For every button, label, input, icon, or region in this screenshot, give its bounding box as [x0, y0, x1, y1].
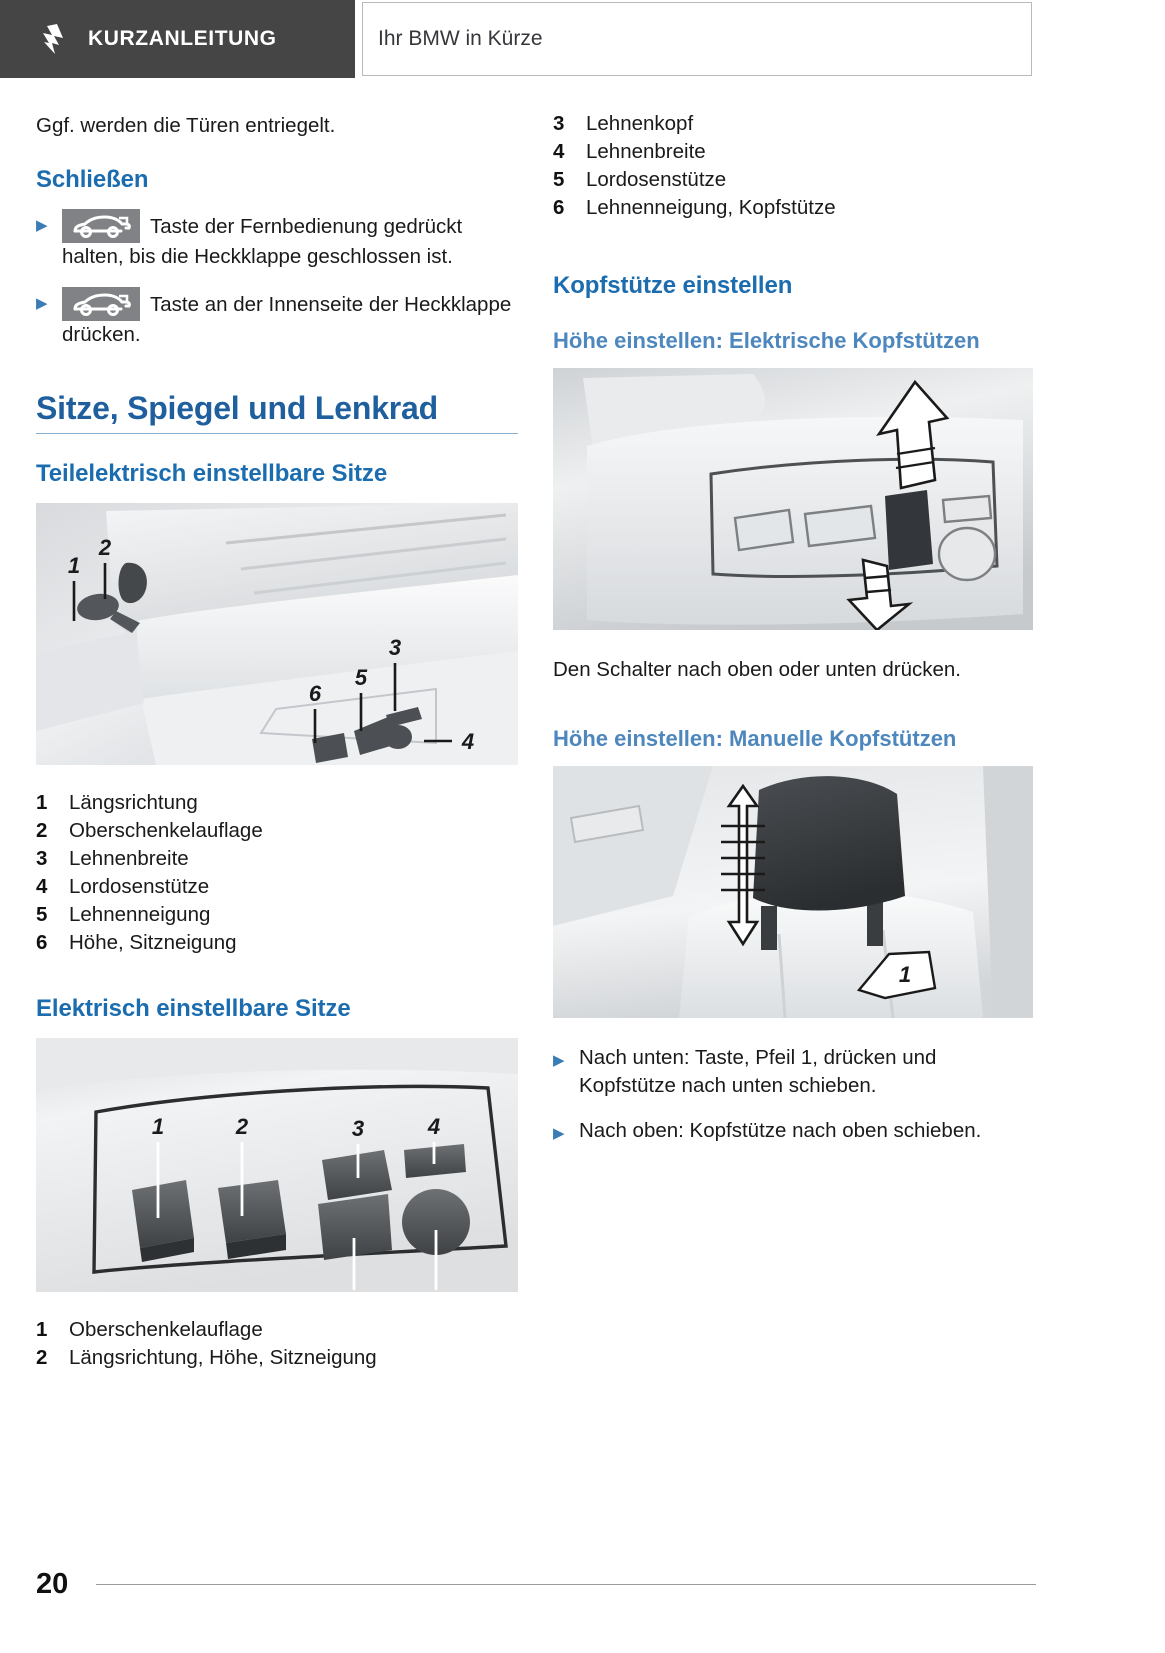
svg-text:3: 3 [351, 1116, 365, 1142]
list-item [36, 903, 518, 927]
manual-headrest-photo [553, 766, 1033, 1018]
legend-label: Lordosenstütze [69, 875, 210, 899]
chapter-tab [0, 0, 355, 78]
list-item [553, 140, 1033, 164]
electric-seat-controls-photo [36, 1038, 518, 1292]
bullet-text: Taste der Fernbedienung gedrückt halten, bis die Heckklappe geschlossen ist. [62, 215, 463, 269]
schliessen-bullet-list [36, 209, 518, 350]
heading-headrest-adjust: Kopfstütze einstellen [553, 272, 793, 299]
list-item [553, 168, 1033, 192]
list-item [36, 1318, 518, 1342]
partial-electric-legend-list [36, 791, 518, 955]
legend-label: Lehnenbreite [69, 847, 189, 871]
list-item [36, 791, 518, 815]
list-item [553, 112, 1033, 136]
page-title-box [362, 2, 1032, 76]
legend-label: Lehnenneigung [69, 903, 211, 927]
list-item [553, 1117, 1033, 1145]
legend-number: 5 [553, 168, 565, 191]
electric-legend-list [36, 1318, 518, 1370]
triangle-bullet-icon: ▶ [36, 295, 48, 313]
page-title: Ihr BMW in Kürze [378, 27, 543, 50]
legend-number: 6 [36, 931, 48, 955]
list-item [553, 1044, 1033, 1101]
list-item [553, 196, 1033, 220]
legend-label: Längsrichtung, Höhe, Sitzneigung [69, 1346, 377, 1370]
svg-text:1: 1 [898, 962, 912, 988]
tailgate-key-button-icon [62, 209, 140, 243]
heading-electric-headrest-height: Höhe einstellen: Elektrische Kopfstützen [553, 327, 980, 353]
list-item [36, 875, 518, 899]
intro-text: Ggf. werden die Türen entriegelt. [36, 114, 336, 137]
svg-text:1: 1 [151, 1114, 165, 1140]
heading-schliessen: Schließen [36, 166, 149, 194]
heading-manual-headrest-height: Höhe einstellen: Manuelle Kopfstützen [553, 725, 957, 751]
svg-text:4: 4 [427, 1114, 441, 1140]
left-column [36, 112, 518, 1374]
legend-label: Oberschenkelauflage [69, 1318, 263, 1342]
legend-number: 6 [553, 196, 565, 219]
heading-partial-electric-seats: Teilelektrisch einstellbare Sitze [36, 460, 388, 488]
partial-electric-seat-photo [36, 503, 518, 765]
bullet-text: Nach unten: Taste, Pfeil 1, drücken und Kopfstütze nach unten schieben. [579, 1046, 937, 1098]
page-number: 20 [36, 1568, 69, 1600]
legend-number: 3 [553, 112, 565, 135]
triangle-bullet-icon: ▶ [553, 1124, 565, 1142]
right-column [553, 112, 1033, 1161]
section-heading: Sitze, Spiegel und Lenkrad [36, 389, 438, 426]
triangle-bullet-icon: ▶ [36, 217, 48, 235]
legend-number: 2 [36, 819, 48, 843]
legend-number: 1 [36, 791, 48, 815]
list-item [36, 931, 518, 955]
bolt-icon [40, 24, 66, 54]
svg-text:2: 2 [235, 1114, 249, 1140]
bullet-body [62, 209, 518, 271]
svg-text:6: 6 [308, 681, 322, 707]
list-item [36, 819, 518, 843]
list-item [36, 847, 518, 871]
bullet-text: Taste an der Innenseite der Heckklappe drücken. [62, 293, 512, 347]
svg-text:5: 5 [354, 665, 368, 691]
section-heading-rule [36, 433, 518, 434]
legend-label: Höhe, Sitzneigung [69, 931, 237, 955]
svg-text:4: 4 [461, 729, 475, 755]
bullet-text: Nach oben: Kopfstütze nach oben schieben. [579, 1118, 982, 1142]
list-item [36, 1346, 518, 1370]
legend-number: 4 [553, 140, 565, 163]
legend-label: Oberschenkelauflage [69, 819, 263, 843]
electric-headrest-caption: Den Schalter nach oben oder unten drücken. [553, 658, 961, 682]
heading-electric-seats: Elektrisch einstellbare Sitze [36, 995, 351, 1023]
legend-number: 5 [36, 903, 48, 927]
legend-label: Lehnenkopf [586, 112, 694, 135]
legend-label: Lehnenneigung, Kopfstütze [586, 196, 836, 219]
legend-number: 2 [36, 1346, 48, 1370]
chapter-tab-label: KURZANLEITUNG [88, 27, 277, 50]
manual-headrest-bullet-list [553, 1044, 1033, 1145]
tailgate-inner-button-icon [62, 287, 140, 321]
triangle-bullet-icon: ▶ [553, 1052, 565, 1070]
svg-text:3: 3 [388, 635, 402, 661]
electric-headrest-switch-photo [553, 368, 1033, 630]
svg-text:1: 1 [67, 553, 81, 579]
legend-number: 3 [36, 847, 48, 871]
legend-label: Längsrichtung [69, 791, 198, 815]
legend-number: 4 [36, 875, 48, 899]
list-item [36, 287, 518, 349]
page-header [0, 0, 1165, 78]
legend-label: Lehnenbreite [586, 140, 706, 163]
bullet-body [62, 287, 518, 349]
legend-number: 1 [36, 1318, 48, 1342]
page-footer [36, 1568, 1036, 1601]
legend-label: Lordosenstütze [586, 168, 727, 191]
svg-text:2: 2 [98, 535, 112, 561]
footer-rule [96, 1584, 1036, 1585]
list-item [36, 209, 518, 271]
legend-continued-list [553, 112, 1033, 220]
